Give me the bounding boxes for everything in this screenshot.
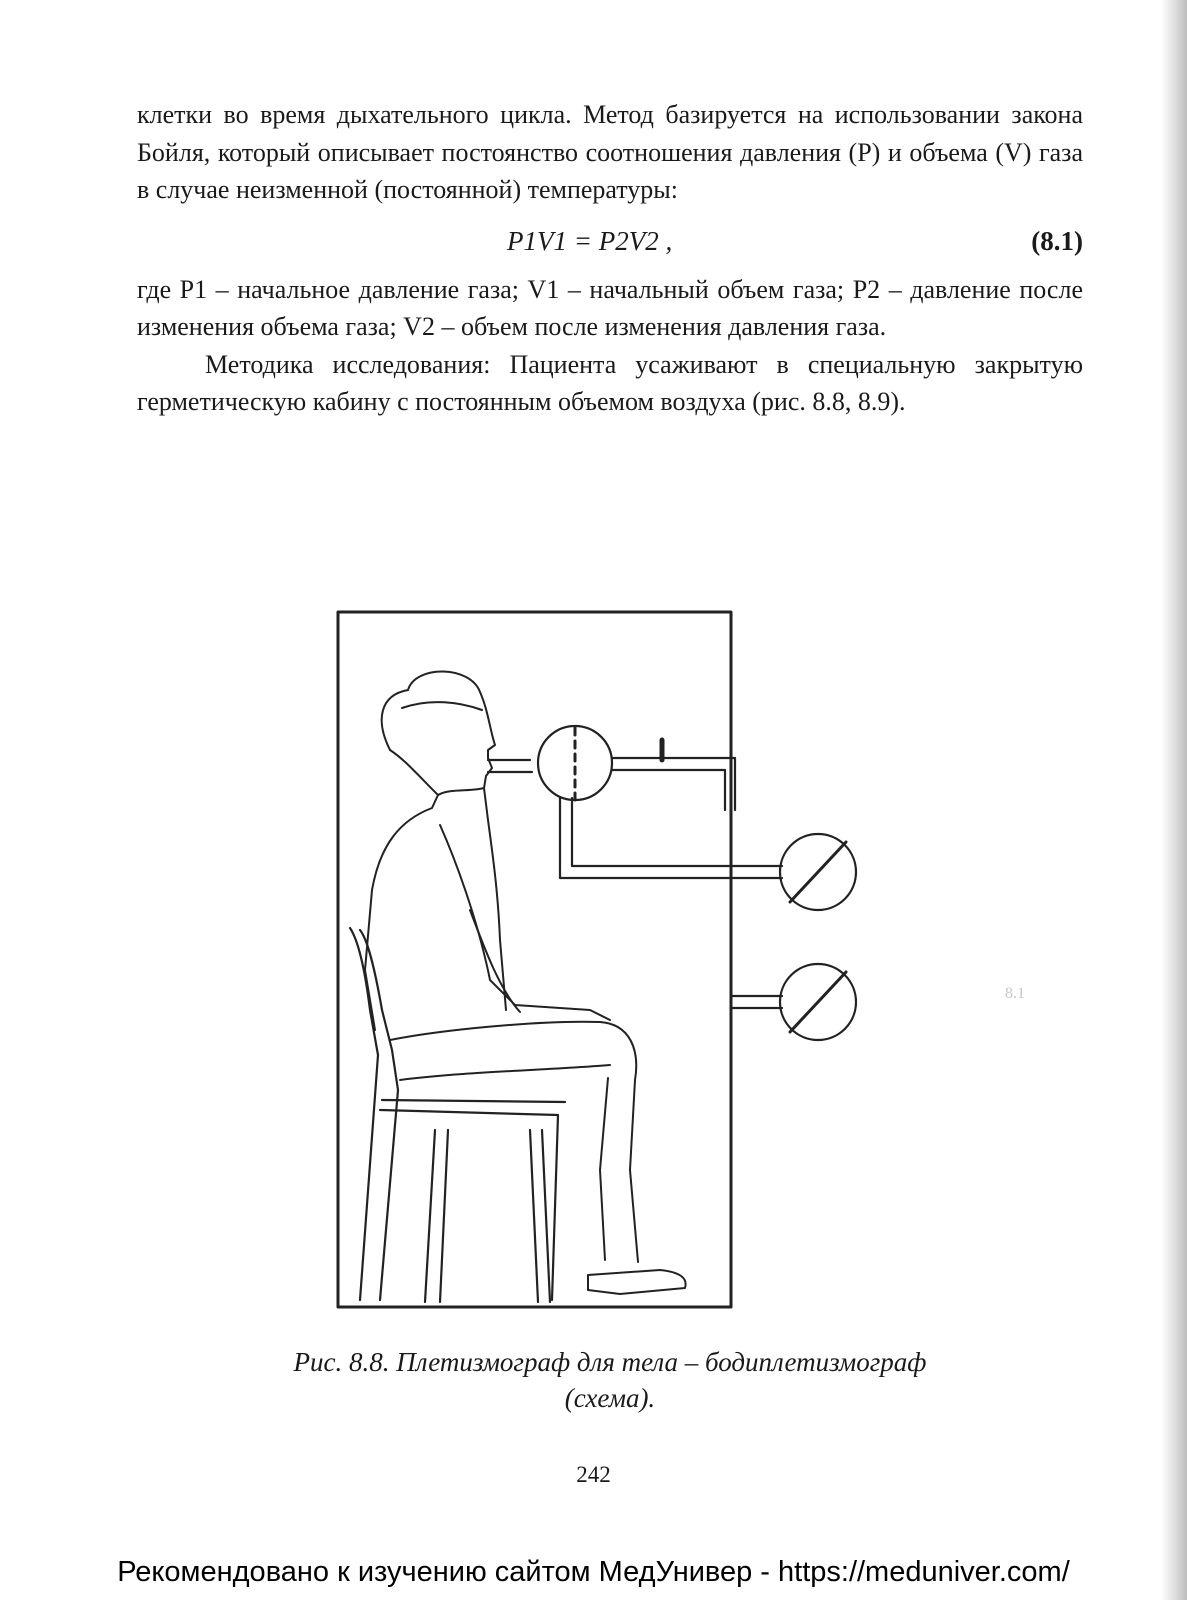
wall-tube bbox=[612, 758, 735, 810]
seated-patient bbox=[365, 671, 686, 1294]
paragraph-2: где P1 – начальное давление газа; V1 – начальный объем газа; P2 – давление после изменения объема газа; V2 – объем после изменения давления газа. bbox=[137, 274, 1083, 341]
formula: P1V1 = P2V2 , bbox=[507, 225, 673, 256]
mouthpiece-tube bbox=[488, 760, 532, 772]
chair bbox=[350, 928, 565, 1302]
page-number: 242 bbox=[576, 1462, 611, 1487]
formula-number: (8.1) bbox=[1031, 225, 1083, 256]
paragraph-3: Методика исследования: Пациента усаживают в специальную закрытую герметическую кабину с постоянным объемом воздуха (рис. 8.8, 8.9). bbox=[137, 349, 1083, 416]
pneumotach-valve bbox=[538, 726, 612, 800]
figure-caption bbox=[137, 1344, 1083, 1416]
cabin-outline bbox=[338, 612, 731, 1307]
flow-gauge-needle bbox=[790, 842, 846, 902]
formula-row bbox=[137, 209, 1083, 271]
gauge-tube-1 bbox=[560, 798, 782, 878]
paragraph-1: клетки во время дыхательного цикла. Метод базируется на использовании закона Бойля, который описывает постоянство соотношения давления (P) и объема (V) газа в случае неизменной (постоянной) температуры: bbox=[137, 100, 1083, 204]
margin-bleed-mark: 8.1 bbox=[1005, 985, 1025, 1002]
body-text bbox=[137, 96, 1083, 421]
caption-line-2: (схема). bbox=[564, 1383, 656, 1413]
footer-watermark: Рекомендовано к изучению сайтом МедУнивер - https://meduniver.com/ bbox=[117, 1556, 1070, 1588]
pressure-gauge-needle bbox=[790, 972, 846, 1032]
page-edge-shadow bbox=[1161, 0, 1187, 1600]
caption-line-1: Рис. 8.8. Плетизмограф для тела – бодиплетизмограф bbox=[293, 1347, 927, 1377]
gauge-tube-2 bbox=[731, 996, 782, 1008]
body-plethysmograph-diagram bbox=[320, 610, 880, 1335]
